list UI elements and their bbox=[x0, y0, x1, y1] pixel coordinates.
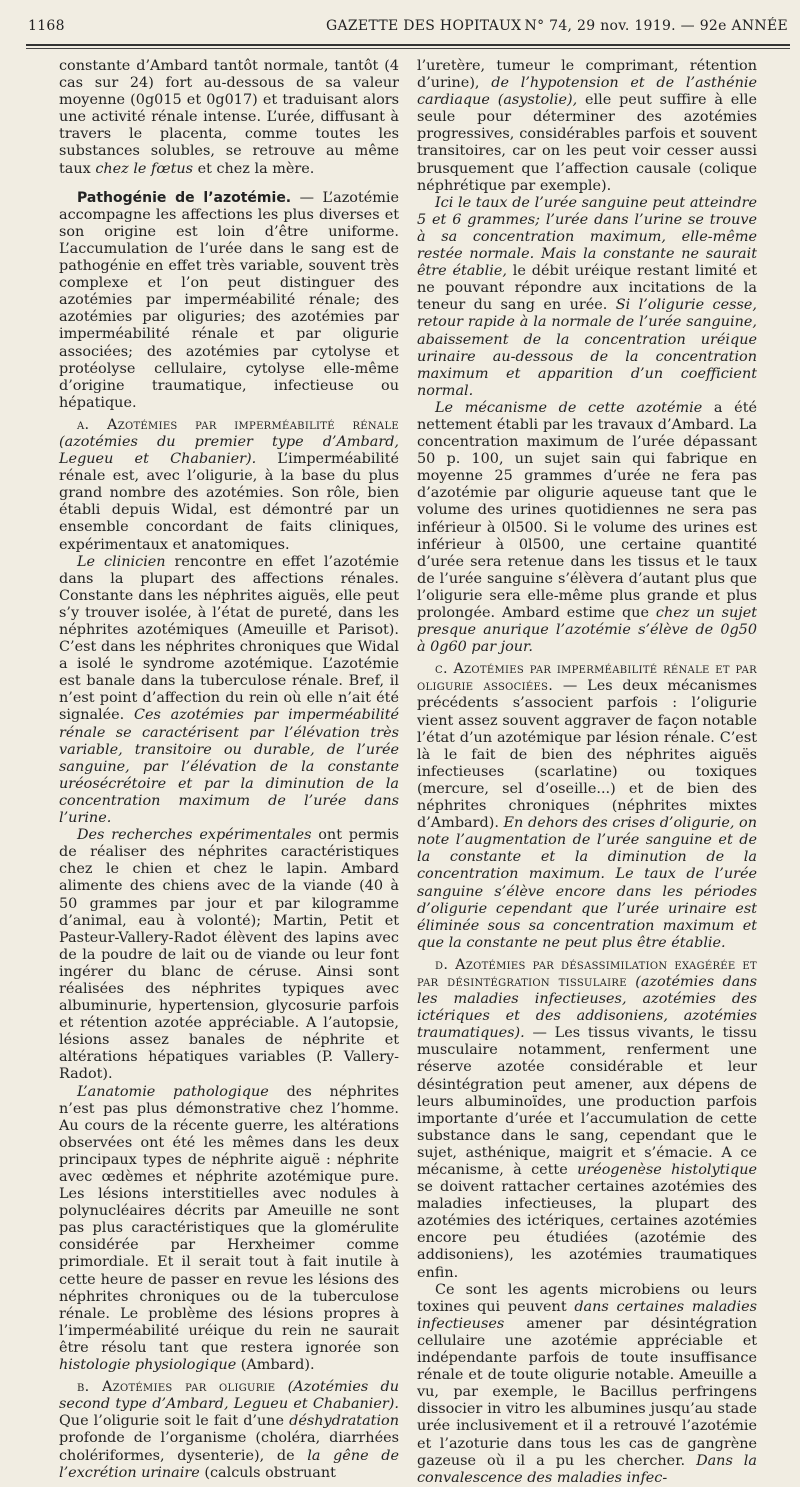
subsection-heading: c. Azotémies par imperméabilité rénale et par oligurie associées. bbox=[417, 661, 757, 695]
subsection-heading: d. Azotémies par désassimilation exagérée et par désintégration tissulaire bbox=[417, 956, 757, 990]
left-column bbox=[59, 58, 399, 1482]
header-rule-thin bbox=[26, 48, 790, 49]
subsection-c: c. Azotémies par imperméabilité rénale et par oligurie associées. — Les deux mécanismes précédents s’associent parfois : l’oligurie vient assez souvent aggraver de façon notable l’état d’un azotémique par lésion rénale. C’est là le fait de bien des néphrites aiguës infectieuses (scarlatine) ou toxiques (mercure, sel d’oseille...) et de bien des néphrites chroniques (néphrites mixtes d’Ambard). En dehors des crises d’oligurie, on note l’augmentation de l’urée sanguine et de la constante et la diminution de la concentration maximum. Le taux de l’urée sanguine s’élève encore dans les périodes d’oligurie cependant que l’urée urinaire est éliminée sous sa concentration maximum et que la constante ne peut plus être établie. bbox=[417, 661, 757, 951]
subsection-d: d. Azotémies par désassimilation exagérée et par désintégration tissulaire (azotémies dans les maladies infectieuses, azotémies des ictériques et des addisoniens, azotémies traumatiques). — Les tissus vivants, le tissu musculaire notamment, renferment une réserve azotée considérable et leur désintégration peut amener, aux dépens de leurs albuminoïdes, une production parfois importante d’urée et l’accumulation de cette substance dans le sang, cependant que le sujet, asthénique, maigrit et s’émacie. A ce mécanisme, à cette uréogenèse histolytique se doivent rattacher certaines azotémies des maladies infectieuses, la plupart des azotémies des ictériques, certaines azotémies encore peu étudiées (azotémie des addisoniens), les azotémies traumatiques enfin. bbox=[417, 956, 757, 1281]
paragraph: Ici le taux de l’urée sanguine peut atteindre 5 et 6 grammes; l’urée dans l’urine se trouve à sa concentration maximum, elle-même restée normale. Mais la constante ne saurait être établie, le débit uréique restant limité et ne pouvant répondre aux incitations de la teneur du sang en urée. Si l’oligurie cesse, retour rapide à la normale de l’urée sanguine, abaissement de la concentration uréique urinaire au-dessous de la concentration maximum et apparition d’un coefficient normal. bbox=[417, 194, 757, 399]
paragraph: constante d’Ambard tantôt normale, tantôt (4 cas sur 24) fort au-dessous de sa valeur moyenne (0g015 et 0g017) et traduisant alors une activité rénale intense. L’urée, diffusant à travers le placenta, comme toutes les substances solubles, se retrouve au même taux chez le fœtus et chez la mère. bbox=[59, 58, 399, 177]
subsection-b: b. Azotémies par oligurie (Azotémies du second type d’Ambard, Legueu et Chabanier). Que l’oligurie soit le fait d’une déshydratation profonde de l’organisme (choléra, diarrhées cholériformes, dysenterie), de la gêne de l’excrétion urinaire (calculs obstruant bbox=[59, 1379, 399, 1481]
running-header bbox=[26, 10, 790, 40]
subsection-heading: a. Azotémies par imperméabilité rénale bbox=[77, 416, 399, 433]
right-column bbox=[417, 58, 757, 1487]
section-heading: Pathogénie de l’azotémie. bbox=[77, 189, 292, 206]
paragraph: Ce sont les agents microbiens ou leurs toxines qui peuvent dans certaines maladies infectieuses amener par désintégration cellulaire une azotémie appréciable et indépendante parfois de toute insuffisance rénale et de toute oligurie notable. Ameuille a vu, par exemple, le Bacillus perfringens dissocier in vitro les albumines jusqu’au stade urée inclusivement et il a retrouvé l’azotémie et l’azoturie dans tous les cas de gangrène gazeuse où il a pu les chercher. Dans la convalescence des maladies infec- bbox=[417, 1281, 757, 1486]
issue-info: N° 74, 29 nov. 1919. — 92e ANNÉE bbox=[524, 18, 788, 34]
paragraph: l’uretère, tumeur le comprimant, rétention d’urine), de l’hypotension et de l’asthénie cardiaque (asystolie), elle peut suffire à elle seule pour déterminer des azotémies progressives, considérables parfois et souvent transitoires, car on les peut voir cesser aussi brusquement que l’affection causale (colique néphrétique par exemple). bbox=[417, 58, 757, 194]
header-rule bbox=[26, 44, 790, 46]
subsection-heading: b. Azotémies par oligurie bbox=[77, 1379, 276, 1396]
section-pathogenie: Pathogénie de l’azotémie. — L’azotémie accompagne les affections les plus diverses et son origine est loin d’être uniforme. L’accumulation de l’urée dans le sang est de pathogénie en effet très variable, souvent très complexe et l’on peut distinguer des azotémies par imperméabilité rénale; des azotémies par oliguries; des azotémies par imperméabilité rénale et par oligurie associées; des azotémies par cytolyse et protéolyse cellulaire, cytolyse elle-même d’origine traumatique, infectieuse ou hépatique. bbox=[59, 189, 400, 411]
paragraph: Le clinicien rencontre en effet l’azotémie dans la plupart des affections rénales. Constante dans les néphrites aiguës, elle peut s’y trouver isolée, à l’état de pureté, dans les néphrites azotémiques (Ameuille et Parisot). C’est dans les néphrites chroniques que Widal a isolé le syndrome azotémique. L’azotémie est banale dans la tuberculose rénale. Bref, il n’est point d’affection du rein où elle n’ait été signalée. Ces azotémies par imperméabilité rénale se caractérisent par l’élévation très variable, transitoire ou durable, de l’urée sanguine, par l’élévation de la constante uréosécrétoire et par la diminution de la concentration maximum de l’urée dans l’urine. bbox=[59, 553, 399, 827]
subsection-a: a. Azotémies par imperméabilité rénale (azotémies du premier type d’Ambard, Legueu et Chabanier). L’imperméabilité rénale est, avec l’oligurie, à la base du plus grand nombre des azotémies. Son rôle, bien établi depuis Widal, est démontré par un ensemble concordant de faits cliniques, expérimentaux et anatomiques. bbox=[59, 416, 400, 553]
page-number: 1168 bbox=[28, 18, 65, 34]
paragraph: Des recherches expérimentales ont permis de réaliser des néphrites caractéristiques chez le chien et chez le lapin. Ambard alimente des chiens avec de la viande (40 à 50 grammes par jour et par kilogramme d’animal, eau à volonté); Martin, Petit et Pasteur-Vallery-Radot élèvent des lapins avec de la poudre de lait ou de viande ou leur font ingérer du blanc de céruse. Ainsi sont réalisées des néphrites typiques avec albuminurie, hypertension, glycosurie parfois et rétention azotée appréciable. A l’autopsie, lésions assez banales de néphrite et altérations hépatiques variables (P. Vallery-Radot). bbox=[59, 827, 399, 1083]
paragraph: Le mécanisme de cette azotémie a été nettement établi par les travaux d’Ambard. La concentration maximum de l’urée dépassant 50 p. 100, un sujet sain qui fabrique en moyenne 25 grammes d’urée ne fera pas d’azotémie par oligurie aqueuse tant que le volume des urines quotidiennes ne sera pas inférieur à 0l500. Si le volume des urines est inférieur à 0l500, une certaine quantité d’urée sera retenue dans les tissus et le taux de l’urée sanguine s’élèvera d’autant plus que l’oligurie sera elle-même plus grande et plus prolongée. Ambard estime que chez un sujet presque anurique l’azotémie s’élève de 0g50 à 0g60 par jour. bbox=[417, 399, 758, 656]
paragraph: L’anatomie pathologique des néphrites n’est pas plus démonstrative chez l’homme. Au cours de la récente guerre, les altérations observées ont été les mêmes dans les deux principaux types de néphrite aiguë : néphrite avec œdèmes et néphrite azotémique pure. Les lésions interstitielles avec nodules à polynucléaires décrits par Ameuille ne sont pas plus caractéristiques que la glomérulite considérée par Herxheimer comme primordiale. Et il serait tout à fait inutile à cette heure de passer en revue les lésions des néphrites chroniques ou de la tuberculose rénale. Le problème des lésions propres à l’imperméabilité uréique du rein ne saurait être résolu tant que restera ignorée son histologie physiologique (Ambard). bbox=[59, 1083, 399, 1374]
journal-title: GAZETTE DES HOPITAUX bbox=[326, 18, 522, 34]
